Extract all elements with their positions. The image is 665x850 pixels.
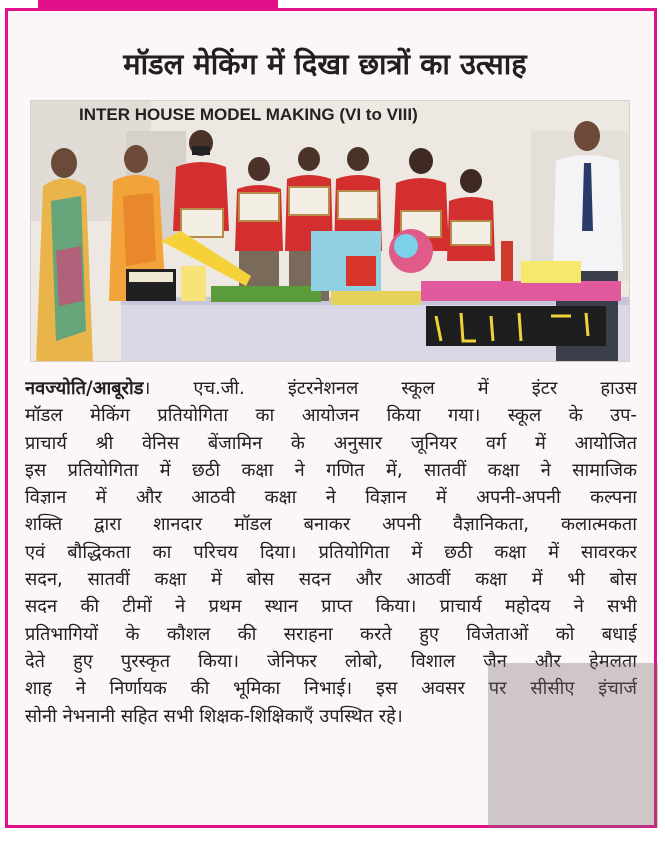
body-line-10: प्रतिभागियों के कौशल की सराहना करते हुए विजेताओं को बधाई (25, 623, 637, 645)
article-photo (30, 100, 630, 362)
body-line-1-text: । एच.जी. इंटरनेशनल स्कूल में इंटर हाउस (143, 378, 637, 399)
body-line-4: इस प्रतियोगिता में छठी कक्षा ने गणित में, सातवीं कक्षा ने सामाजिक (25, 459, 637, 481)
body-line-12: शाह ने निर्णायक की भूमिका निभाई। इस अवसर पर सीसीए इंचार्ज (25, 678, 637, 700)
article-headline: मॉडल मेकिंग में दिखा छात्रों का उत्साह (123, 47, 527, 81)
body-line-13: सोनी नेभनानी सहित सभी शिक्षक-शिक्षिकाएँ उपस्थित रहे। (25, 705, 403, 727)
body-line-11: देते हुए पुरस्कृत किया। जेनिफर लोबो, विशाल जैन और हेमलता (25, 650, 637, 672)
body-line-1 (25, 375, 637, 402)
body-line-6: शक्ति द्वारा शानदार मॉडल बनाकर अपनी वैज्ञानिकता, कलात्मकता (25, 514, 637, 536)
body-line-5: विज्ञान में और आठवी कक्षा ने विज्ञान में अपनी-अपनी कल्पना (25, 487, 637, 509)
grey-shade-overlay (488, 663, 658, 828)
body-line-2: मॉडल मेकिंग प्रतियोगिता का आयोजन किया गया। स्कूल के उप- (25, 405, 637, 427)
photo-caption: INTER HOUSE MODEL MAKING (VI to VIII) (79, 105, 418, 124)
body-line-8: सदन, सातवीं कक्षा में बोस सदन और आठवीं कक्षा में भी बोस (25, 569, 637, 591)
body-line-3: प्राचार्य श्री वेनिस बेंजामिन के अनुसार जूनियर वर्ग में आयोजित (25, 432, 637, 454)
body-line-9: सदन की टीमों ने प्रथम स्थान प्राप्त किया। प्राचार्य महोदय ने सभी (25, 596, 637, 618)
article-dateline: नवज्योति/आबूरोड (25, 378, 144, 399)
body-line-7: एवं बौद्धिकता का परिचय दिया। प्रतियोगिता में छठी कक्षा में सावरकर (25, 541, 637, 563)
